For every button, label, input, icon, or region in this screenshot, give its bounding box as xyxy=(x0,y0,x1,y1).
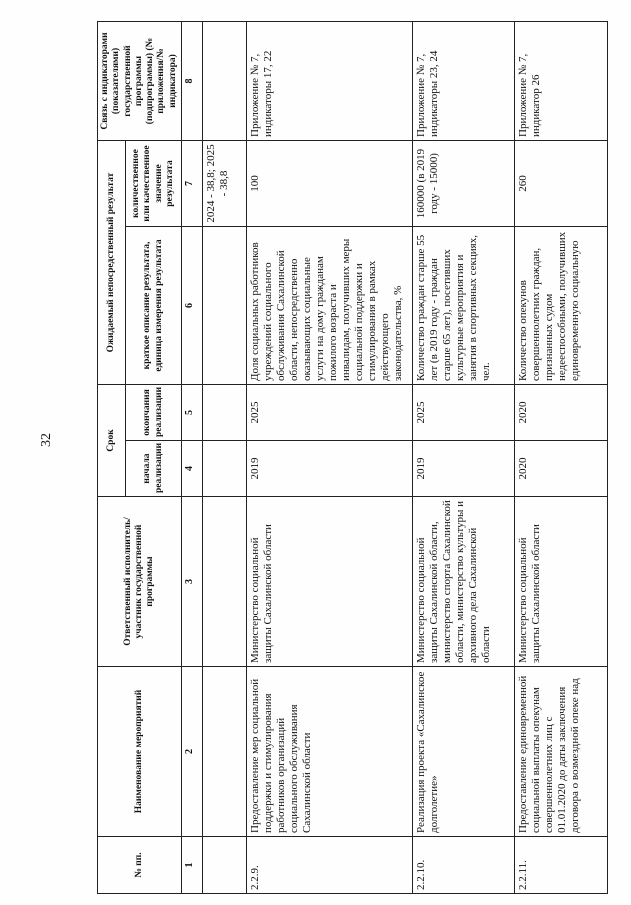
header-result: Ожидаемый непосредственный результат xyxy=(98,141,126,385)
row-start: 2019 xyxy=(247,441,413,497)
page-number: 32 xyxy=(39,433,54,447)
row-end: 2020 xyxy=(515,385,608,441)
rotated-table-container xyxy=(97,22,602,894)
column-number: 3 xyxy=(182,497,203,667)
row-responsible: Министерство социальной защиты Сахалинской области xyxy=(515,497,608,667)
row-no: 2.2.10. xyxy=(413,837,515,894)
row-activity: Предоставление мер социальной поддержки и стимулирования работников организаций социального обслуживания Сахалинской области xyxy=(247,667,413,837)
column-number: 5 xyxy=(182,385,203,441)
column-number: 4 xyxy=(182,441,203,497)
table-row xyxy=(413,22,515,894)
header-term-end: окончания реализации xyxy=(126,385,182,441)
row-no: 2.2.11. xyxy=(515,837,608,894)
table-row xyxy=(515,22,608,894)
measures-table xyxy=(97,21,608,894)
header-term: Срок xyxy=(98,385,126,497)
header-term-start: начала реализации xyxy=(126,441,182,497)
header-link: Связь с индикаторами (показателями) государственной программы (подпрограммы) (№ приложения/№ индикатора) xyxy=(98,22,182,141)
row-end: 2025 xyxy=(413,385,515,441)
row-activity: Реализация проекта «Сахалинское долголетие» xyxy=(413,667,515,837)
row-no: 2.2.9. xyxy=(247,837,413,894)
continuation-row xyxy=(203,22,247,894)
row-start: 2019 xyxy=(413,441,515,497)
column-number: 7 xyxy=(182,141,203,227)
row-value: 260 xyxy=(515,141,608,227)
row-activity: Предоставление единовременной социальной выплаты опекунам совершеннолетних лиц с 01.01.2020 до даты заключения договора о возмездной опеке над xyxy=(515,667,608,837)
column-number: 8 xyxy=(182,22,203,141)
header-activity: Наименование мероприятий xyxy=(98,667,182,837)
column-number: 1 xyxy=(182,837,203,894)
row-responsible: Министерство социальной защиты Сахалинской области, министерство спорта Сахалинской области, министерство культуры и архивного дела Сахалинской области xyxy=(413,497,515,667)
row-desc: Доля социальных работников учреждений социального обслуживания Сахалинской области, непосредственно оказывающих социальные услуги на дому гражданам пожилого возраста и инвалидам, получивших меры социальной поддержки и стимулирования в рамках действующего законодательства, % xyxy=(247,227,413,385)
row-value: 160000 (в 2019 году - 15000) xyxy=(413,141,515,227)
row-desc: Количество опекунов совершеннолетних граждан, признанных судом недееспособными, получивших единовременную социальную xyxy=(515,227,608,385)
header-no: № пп. xyxy=(98,837,182,894)
column-number: 6 xyxy=(182,227,203,385)
header-result-value: количественное или качественное значение результата xyxy=(126,141,182,227)
column-numbers-row xyxy=(182,22,203,894)
extra-values: 2024 - 38,8; 2025 - 38,8 xyxy=(203,141,247,227)
row-end: 2025 xyxy=(247,385,413,441)
header-result-desc: краткое описание результата, единица измерения результата xyxy=(126,227,182,385)
column-number: 2 xyxy=(182,667,203,837)
row-responsible: Министерство социальной защиты Сахалинской области xyxy=(247,497,413,667)
row-desc: Количество граждан старше 55 лет (в 2019 году - граждан старше 65 лет), посетивших культурные мероприятия и занятия в спортивных секциях, чел. xyxy=(413,227,515,385)
row-link: Приложение № 7, индикаторы 23, 24 xyxy=(413,22,515,141)
row-start: 2020 xyxy=(515,441,608,497)
table-row xyxy=(247,22,413,894)
row-value: 100 xyxy=(247,141,413,227)
row-link: Приложение № 7, индикатор 26 xyxy=(515,22,608,141)
header-responsible: Ответственный исполнитель/участник государственной программы xyxy=(98,497,182,667)
row-link: Приложение № 7, индикаторы 17, 22 xyxy=(247,22,413,141)
